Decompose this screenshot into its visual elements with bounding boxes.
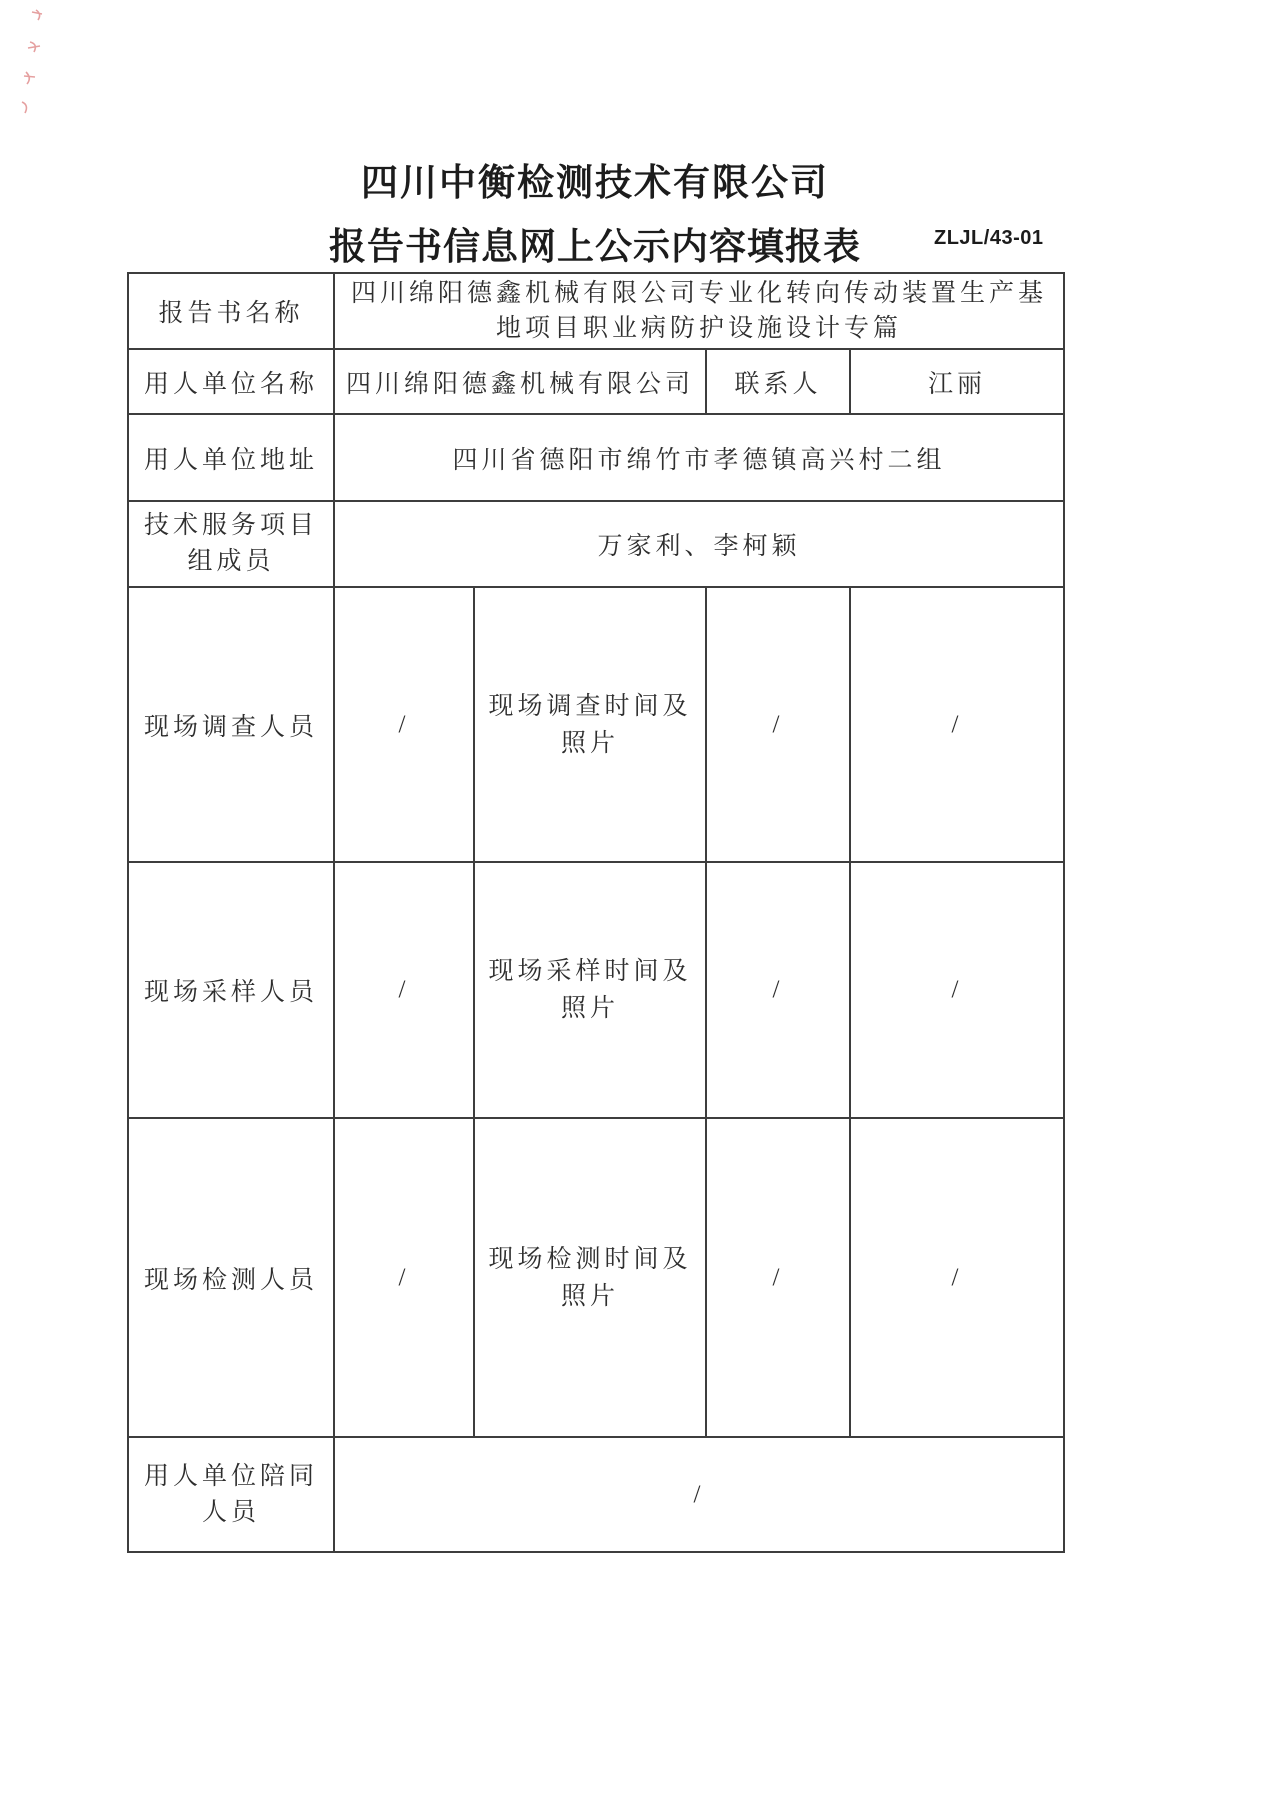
- report-name-value-line2: 地项目职业病防护设施设计专篇: [496, 315, 903, 342]
- contact-label: 联系人: [706, 349, 850, 414]
- site-sampling-personnel: /: [334, 862, 474, 1118]
- site-survey-time-label-line2: 照片: [560, 729, 619, 757]
- escort-label: [128, 1437, 334, 1552]
- site-sampling-time-label-line2: 照片: [560, 995, 619, 1022]
- site-survey-personnel: /: [334, 587, 474, 862]
- row-escort: [128, 1437, 1064, 1552]
- form-title: 报告书信息网上公示内容填报表: [329, 226, 861, 267]
- contact-value: 江丽: [850, 349, 1064, 414]
- report-info-table: [127, 272, 1065, 1553]
- site-testing-label: 现场检测人员: [128, 1118, 334, 1437]
- site-sampling-photo-value: /: [850, 862, 1064, 1118]
- escort-label-line2: 人员: [201, 1498, 260, 1526]
- report-name-label: 报告书名称: [128, 273, 334, 349]
- employer-address-value: 四川省德阳市绵竹市孝德镇高兴村二组: [334, 414, 1064, 501]
- row-employer-address: [128, 414, 1064, 501]
- site-sampling-time-label: [474, 862, 706, 1118]
- red-scan-artifact-icon: [14, 4, 54, 129]
- site-testing-personnel: /: [334, 1118, 474, 1437]
- site-testing-time-label-line2: 照片: [560, 1282, 619, 1310]
- site-sampling-label: 现场采样人员: [128, 862, 334, 1118]
- escort-value: /: [334, 1437, 1064, 1552]
- row-site-testing: [128, 1118, 1064, 1437]
- site-testing-time-label: [474, 1118, 706, 1437]
- service-team-value: 万家利、李柯颖: [334, 501, 1064, 587]
- site-sampling-time-label-line1: 现场采样时间及: [488, 958, 692, 985]
- form-code: ZLJL/43-01: [934, 227, 1044, 249]
- service-team-label-line2: 组成员: [187, 548, 275, 575]
- site-survey-time-label: [474, 587, 706, 862]
- site-survey-time-label-line1: 现场调查时间及: [488, 692, 692, 720]
- site-survey-label: 现场调查人员: [128, 587, 334, 862]
- row-employer-name: [128, 349, 1064, 414]
- row-site-survey: [128, 587, 1064, 862]
- company-title: 四川中衡检测技术有限公司: [361, 162, 829, 203]
- report-name-value: [334, 273, 1064, 349]
- site-survey-photo-value: /: [850, 587, 1064, 862]
- site-testing-time-value: /: [706, 1118, 850, 1437]
- row-report-name: [128, 273, 1064, 349]
- employer-address-label: 用人单位地址: [128, 414, 334, 501]
- row-service-team: [128, 501, 1064, 587]
- report-name-value-line1: 四川绵阳德鑫机械有限公司专业化转向传动装置生产基: [351, 280, 1048, 307]
- employer-name-value: 四川绵阳德鑫机械有限公司: [334, 349, 706, 414]
- site-survey-time-value: /: [706, 587, 850, 862]
- service-team-label: [128, 501, 334, 587]
- service-team-label-line1: 技术服务项目: [143, 512, 318, 539]
- row-site-sampling: [128, 862, 1064, 1118]
- employer-name-label: 用人单位名称: [128, 349, 334, 414]
- site-testing-time-label-line1: 现场检测时间及: [488, 1245, 692, 1273]
- escort-label-line1: 用人单位陪同: [143, 1462, 318, 1490]
- site-testing-photo-value: /: [850, 1118, 1064, 1437]
- site-sampling-time-value: /: [706, 862, 850, 1118]
